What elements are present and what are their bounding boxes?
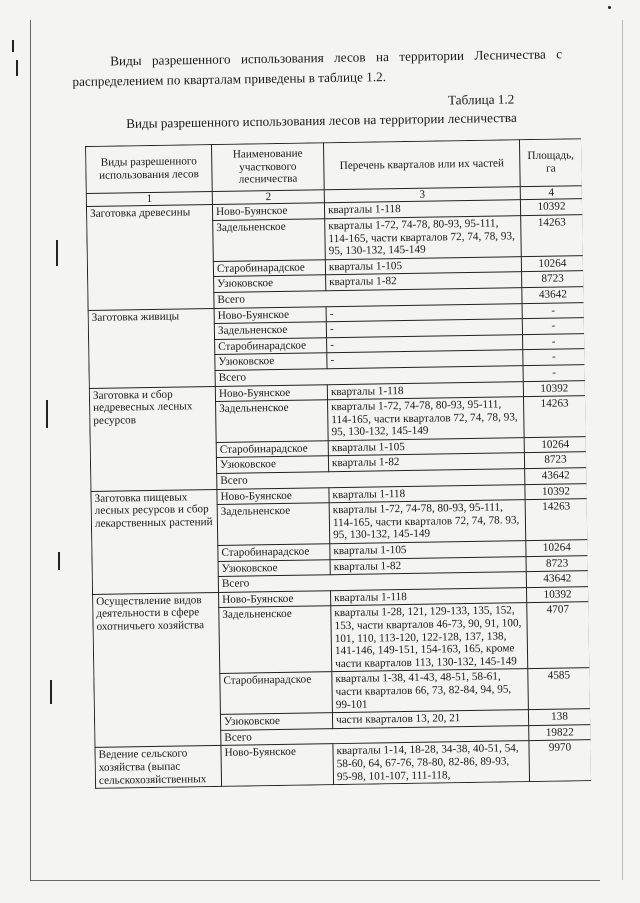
forestry-cell: Узюковское [216,456,328,473]
area-cell: - [522,318,584,335]
forestry-cell: Узюковское [215,353,327,370]
forestry-cell: Ново-Буянское [215,384,327,401]
table-number: Таблица 1.2 [447,91,515,108]
total-area: 43642 [526,571,588,588]
header-area: Площадь, га [519,139,582,187]
area-cell: 10392 [520,199,582,216]
forestry-cell: Задельненское [214,322,326,339]
blocks-cell: кварталы 1-72, 74-78, 80-93, 95-111, 114-165, части кварталов 72, 74, 78. 93, 95, 130-132, 145-149 [329,500,526,544]
use-type-cell: Заготовка и сбор недревесных лесных ресурсов [89,386,217,491]
blocks-cell: кварталы 1-14, 18-28, 34-38, 40-51, 54, 58-60, 64, 67-76, 78-80, 82-86, 89-93, 95-98, 101-107, 111-118, [333,741,530,785]
area-cell: 4707 [527,602,590,669]
blocks-cell: кварталы 1-105 [330,541,526,560]
blocks-cell: - [326,319,522,338]
area-cell: 4585 [528,668,591,710]
forestry-cell: Задельненское [217,503,330,546]
column-number: 3 [324,186,520,203]
forestry-cell: Узюковское [220,713,332,730]
blocks-cell: кварталы 1-118 [331,587,527,606]
column-number: 1 [86,191,212,207]
use-type-cell: Заготовка живицы [88,308,215,388]
blocks-cell: кварталы 1-82 [326,272,522,291]
total-label: Всего [221,725,529,745]
blocks-cell: кварталы 1-118 [324,200,520,219]
column-number: 4 [520,185,582,200]
area-cell: 8723 [526,555,588,572]
blocks-cell: кварталы 1-118 [329,484,525,503]
area-cell: 138 [528,709,590,726]
header-use-type: Виды разрешенного использования лесов [86,145,213,194]
forestry-cell: Ново-Буянское [217,487,329,504]
total-label: Всего [215,366,523,386]
blocks-cell: кварталы 1-118 [327,381,523,400]
forestry-cell: Старобинарадское [218,544,330,561]
table-row [95,740,591,789]
area-cell: 14263 [525,499,588,541]
blocks-cell: кварталы 1-82 [328,453,524,472]
blocks-cell: кварталы 1-105 [325,256,521,275]
intro-paragraph [72,44,563,92]
total-area: 19822 [529,724,591,741]
forestry-cell: Задельненское [216,400,329,443]
blocks-cell: части кварталов 13, 20, 21 [332,710,528,729]
blocks-cell: - [327,350,523,369]
scan-dot [608,6,611,9]
area-cell: 14263 [523,396,586,438]
use-type-cell: Заготовка пищевых лесных ресурсов и сбор лекарственных растений [91,489,219,594]
scan-mark [58,552,60,570]
total-area: - [523,365,585,382]
forestry-cell: Старобинарадское [215,337,327,354]
area-cell: - [523,333,585,350]
area-cell: 10392 [523,380,585,397]
forestry-cell: Ново-Буянское [221,744,334,787]
area-cell: 10264 [521,255,583,272]
area-cell: 14263 [521,215,584,257]
blocks-cell: - [327,334,523,353]
use-type-cell: Ведение сельского хозяйства (выпас сельскохозяйственных [95,746,222,789]
table-title: Виды разрешенного использования лесов на территории лесничества [126,109,517,131]
blocks-cell: кварталы 1-72, 74-78, 80-93, 95-111, 114-165, части кварталов 72, 74, 78, 93, 95, 130-132, 145-149 [328,397,525,441]
area-cell: 8723 [524,452,586,469]
intro-text: Виды разрешенного использования лесов на территории Лесничества с распределением по кварталам приведены в таблице 1.2. [72,46,563,89]
use-type-cell: Осуществление видов деятельности в сфере охотничьего хозяйства [93,592,221,747]
area-cell: - [523,349,585,366]
bottom-margin-line [30,880,600,881]
total-label: Всего [214,288,522,308]
blocks-cell: - [326,303,522,322]
forestry-cell: Задельненское [213,219,326,262]
scan-mark [12,40,14,52]
forestry-cell: Узюковское [214,275,326,292]
blocks-cell: кварталы 1-105 [328,438,524,457]
total-label: Всего [217,469,525,489]
area-cell: 10392 [525,483,587,500]
forestry-cell: Ново-Буянское [214,306,326,323]
area-cell: 10264 [526,540,588,557]
forestry-cell: Ново-Буянское [219,591,331,608]
forestry-cell: Задельненское [219,606,332,674]
total-area: 43642 [522,287,584,304]
forestry-cell: Старобинарадское [216,441,328,458]
table-header-row [86,139,583,194]
forestry-cell: Узюковское [218,559,330,576]
total-label: Всего [218,572,526,592]
scan-mark [56,240,58,266]
blocks-cell: кварталы 1-28, 121, 129-133, 135, 152, 153, части кварталов 46-73, 90, 91, 100, 101, 110, 113-120, 122-128, 137, 138, 141-146, 149-151, 154-163, 165, кроме части кварталов 113, 130-132, 145-149 [331,603,528,672]
use-type-cell: Заготовка древесины [86,205,214,310]
area-cell: 8723 [522,271,584,288]
table-container [85,138,591,789]
table-body [86,199,591,788]
right-margin-line [622,20,623,880]
blocks-cell: кварталы 1-38, 41-43, 48-51, 58-61, части кварталов 66, 73, 82-84, 94, 95, 99-101 [332,669,529,713]
area-cell: 9970 [529,740,591,782]
forestry-cell: Старобинарадское [220,672,333,715]
area-cell: 10264 [524,437,586,454]
land-use-table [85,138,591,789]
left-margin-line [30,20,31,880]
blocks-cell: кварталы 1-82 [330,556,526,575]
area-cell: - [522,302,584,319]
column-number: 2 [212,190,324,205]
scan-mark [46,400,48,428]
header-blocks: Перечень кварталов или их частей [323,140,520,190]
total-area: 43642 [525,468,587,485]
header-forestry: Наименование участкового лесничества [211,143,324,192]
area-cell: 10392 [526,586,588,603]
forestry-cell: Старобинарадское [213,259,325,276]
blocks-cell: кварталы 1-72, 74-78, 80-93, 95-111, 114-165, части кварталов 72, 74, 78, 93, 95, 130-132, 145-149 [325,216,522,260]
scan-mark [16,60,18,76]
forestry-cell: Ново-Буянское [212,203,324,220]
scan-mark [50,680,52,704]
